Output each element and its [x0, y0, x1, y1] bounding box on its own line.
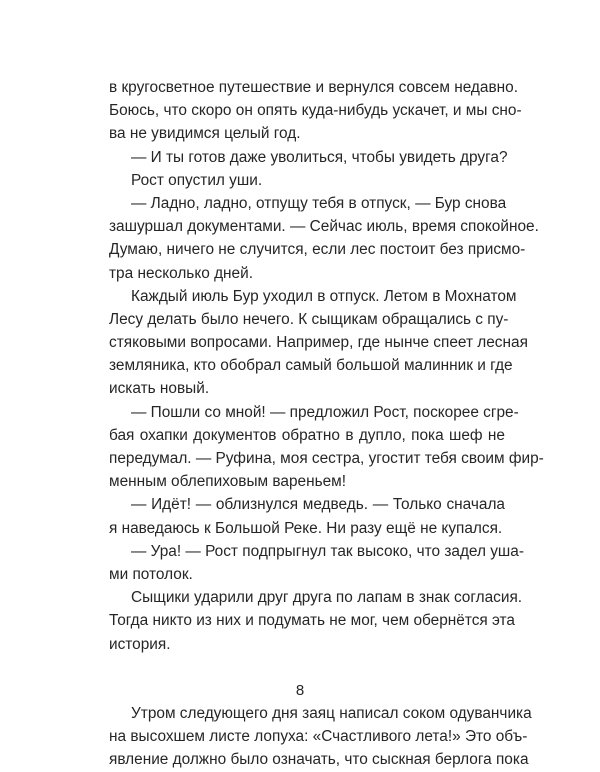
text-line: — Пошли со мной! — предложил Рост, поскорее сгре-: [131, 403, 519, 421]
text-line: Каждый июль Бур уходил в отпуск. Летом в Мохнатом: [131, 287, 517, 305]
paragraph: [109, 401, 544, 494]
paragraph: [109, 146, 508, 169]
text-line: бая охапки документов обратно в дупло, пока шеф не: [109, 426, 505, 444]
text-line: — И ты готов даже уволиться, чтобы увидеть друга?: [131, 148, 508, 166]
paragraph: [109, 285, 528, 401]
paragraph: [109, 192, 539, 285]
text-line: передумал. — Руфина, моя сестра, угостит тебя своим фир-: [109, 450, 544, 467]
text-line: явление должно было означать, что сыскная берлога пока: [109, 751, 529, 769]
paragraph: [109, 493, 505, 539]
text-line: ми потолок.: [109, 565, 193, 583]
paragraph: [109, 76, 522, 146]
body-text: [109, 76, 544, 772]
paragraph: [109, 540, 524, 586]
text-line: Сыщики ударили друг друга по лапам в знак согласия.: [131, 589, 523, 607]
text-line: земляника, кто обобрал самый большой малинник и где: [109, 357, 513, 375]
text-line: менным облепиховым вареньем!: [109, 473, 347, 491]
text-line: — Идёт! — облизнулся медведь. — Только сначала: [131, 496, 505, 514]
paragraph: [109, 586, 523, 656]
text-line: Думаю, ничего не случится, если лес постоит без присмо-: [109, 241, 526, 259]
paragraph: [109, 169, 505, 192]
text-line: Утром следующего дня заяц написал соком одуванчика: [131, 705, 532, 723]
paragraph: [109, 702, 532, 772]
text-line: я наведаюсь к Большой Реке. Ни разу ещё не купался.: [109, 519, 503, 537]
text-line: — Ура! — Рост подпрыгнул так высоко, что задел уша-: [131, 542, 524, 560]
text-line: Рост опустил уши.: [131, 171, 263, 189]
text-line: на высохшем листе лопуха: «Счастливого лета!» Это объ-: [109, 728, 528, 746]
text-line: Боюсь, что скоро он опять куда-нибудь ускачет, и мы сно-: [109, 102, 522, 120]
text-line: история.: [109, 635, 171, 653]
text-line: тра несколько дней.: [109, 264, 253, 282]
text-line: зашуршал документами. — Сейчас июль, время спокойное.: [109, 218, 539, 236]
text-line: искать новый.: [109, 380, 210, 398]
text-line: Тогда никто из них и подумать не мог, чем обернётся эта: [109, 612, 515, 630]
text-line: стяковыми вопросами. Например, где нынче спеет лесная: [109, 334, 528, 352]
text-line: ва не увидимся целый год.: [109, 125, 301, 143]
page-number: 8: [295, 682, 305, 699]
section-break: [109, 656, 505, 679]
text-line: — Ладно, ладно, отпущу тебя в отпуск, — Бур снова: [131, 194, 507, 212]
text-line: в кругосветное путешествие и вернулся совсем недавно.: [109, 79, 518, 96]
text-line: Лесу делать было нечего. К сыщикам обращались с пу-: [109, 310, 509, 328]
